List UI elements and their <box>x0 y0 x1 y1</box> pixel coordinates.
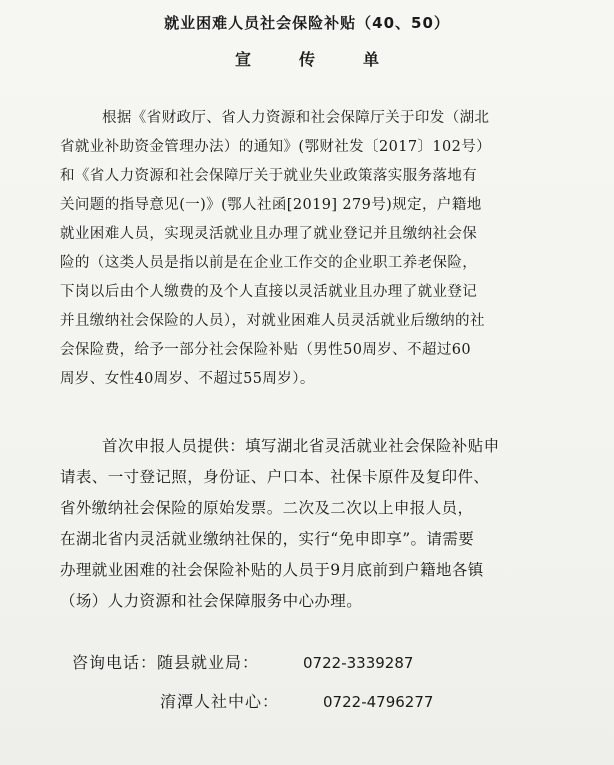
phone-number: 0722-4796277 <box>323 693 434 711</box>
paragraph-application <box>60 431 570 617</box>
subtitle-char: 传 <box>298 50 315 69</box>
contact-line <box>160 689 433 712</box>
subtitle-char: 宣 <box>234 50 251 69</box>
contact-label: 淯潭人社中心： <box>160 692 280 711</box>
text-line: 首次申报人员提供：填写湖北省灵活就业社会保险补贴申 <box>102 437 500 455</box>
document-subtitle <box>0 47 614 70</box>
text-line: 省外缴纳社会保险的原始发票。二次及二次以上申报人员， <box>60 499 474 517</box>
subtitle-char: 单 <box>363 50 380 69</box>
contact-label: 咨询电话：随县就业局： <box>72 653 260 672</box>
text-line: 就业困难人员，实现灵活就业且办理了就业登记并且缴纳社会保 <box>60 226 478 242</box>
phone-number: 0722-3339287 <box>303 654 414 672</box>
text-line: 关问题的指导意见(一)》(鄂人社函[2019] 279号)规定，户籍地 <box>60 197 482 213</box>
text-line: 在湖北省内灵活就业缴纳社保的，实行“免申即享”。请需要 <box>60 530 475 548</box>
contact-line <box>72 650 413 673</box>
paragraph-policy <box>60 104 570 394</box>
text-line: 下岗以后由个人缴费的及个人直接以灵活就业且办理了就业登记 <box>60 284 478 300</box>
text-line: 并且缴纳社会保险的人员），对就业困难人员灵活就业后缴纳的社 <box>60 313 485 329</box>
text-line: 根据《省财政厅、省人力资源和社会保障厅关于印发（湖北 <box>102 110 490 126</box>
text-line: 办理就业困难的社会保险补贴的人员于9月底前到户籍地各镇 <box>60 561 484 579</box>
document-title: 就业困难人员社会保险补贴（40、50） <box>164 14 450 32</box>
text-line: 请表、一寸登记照，身份证、户口本、社保卡原件及复印件、 <box>60 468 490 486</box>
text-line: 和《省人力资源和社会保障厅关于就业失业政策落实服务落地有 <box>60 168 478 184</box>
text-line: 周岁、女性40周岁、不超过55周岁）。 <box>60 371 315 387</box>
text-line: 会保险费，给予一部分社会保险补贴（男性50周岁、不超过60 <box>60 342 471 358</box>
text-line: （场）人力资源和社会保障服务中心办理。 <box>60 592 363 610</box>
text-line: 省就业补助资金管理办法）的通知》(鄂财社发〔2017〕102号） <box>60 139 492 155</box>
text-line: 险的（这类人员是指以前是在企业工作交的企业职工养老保险， <box>60 255 478 271</box>
